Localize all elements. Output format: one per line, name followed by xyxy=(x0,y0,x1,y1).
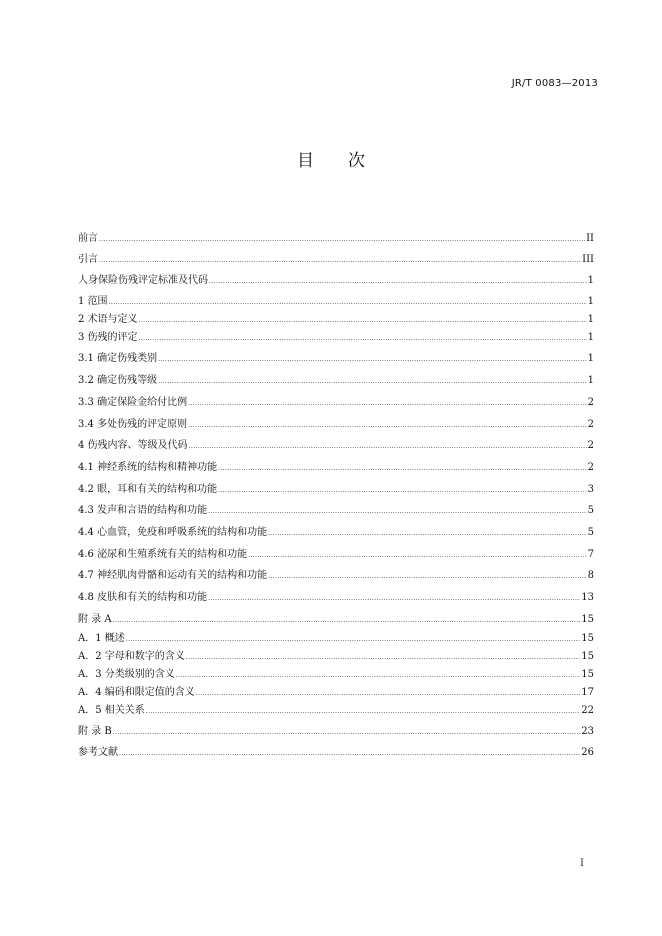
toc-leader-dots xyxy=(218,461,587,474)
page-title: 目次 xyxy=(297,151,399,171)
toc-entry[interactable] xyxy=(78,352,594,365)
toc-entry-label: A．5 相关关系 xyxy=(78,705,145,716)
toc-entry-page: 1 xyxy=(587,332,594,343)
toc-entry[interactable] xyxy=(78,504,594,517)
toc-leader-dots xyxy=(158,352,587,365)
toc-entry[interactable] xyxy=(78,650,594,663)
document-code: JR/T 0083—2013 xyxy=(511,78,598,89)
toc-entry-label: 4.8 皮肤和有关的结构和功能 xyxy=(78,592,208,603)
toc-leader-dots xyxy=(209,274,587,287)
toc-entry[interactable] xyxy=(78,331,594,344)
toc-entry[interactable] xyxy=(78,725,594,738)
toc-entry-page: 23 xyxy=(581,726,594,737)
toc-entry[interactable] xyxy=(78,686,594,699)
toc-entry-label: A．3 分类级别的含义 xyxy=(78,669,175,680)
toc-entry-page: 2 xyxy=(587,462,594,473)
toc-entry-label: 3 伤残的评定 xyxy=(78,332,138,343)
toc-entry-page: 2 xyxy=(587,397,594,408)
toc-entry[interactable] xyxy=(78,374,594,387)
toc-entry-label: 3.1 确定伤残类别 xyxy=(78,353,158,364)
toc-entry-label: 参考文献 xyxy=(78,747,118,758)
toc-entry-page: II xyxy=(586,233,594,244)
toc-leader-dots xyxy=(188,396,587,409)
toc-entry[interactable] xyxy=(78,632,594,645)
toc-entry-page: 1 xyxy=(587,353,594,364)
footer-page-number: I xyxy=(580,858,584,869)
toc-leader-dots xyxy=(109,295,587,308)
toc-entry[interactable] xyxy=(78,591,594,604)
toc-entry-label: 4.2 眼，耳和有关的结构和功能 xyxy=(78,484,218,495)
toc-entry[interactable] xyxy=(78,253,594,266)
toc-entry-page: 17 xyxy=(581,687,594,698)
toc-entry-page: 15 xyxy=(581,669,594,680)
toc-entry-page: 2 xyxy=(587,419,594,430)
toc-leader-dots xyxy=(248,548,587,561)
toc-entry-label: 3.2 确定伤残等级 xyxy=(78,375,158,386)
toc-entry-page: 13 xyxy=(581,592,594,603)
toc-leader-dots xyxy=(208,591,580,604)
toc-leader-dots xyxy=(208,504,587,517)
toc-entry-label: 2 术语与定义 xyxy=(78,314,138,325)
toc-entry[interactable] xyxy=(78,461,594,474)
toc-leader-dots xyxy=(126,632,581,645)
toc-entry-page: 8 xyxy=(587,570,594,581)
toc-entry[interactable] xyxy=(78,396,594,409)
toc-leader-dots xyxy=(113,725,581,738)
toc-entry-label: 人身保险伤残评定标准及代码 xyxy=(78,275,208,286)
toc-leader-dots xyxy=(99,232,585,245)
toc-entry[interactable] xyxy=(78,746,594,759)
toc-entry-label: 4.7 神经肌肉骨骼和运动有关的结构和功能 xyxy=(78,570,268,581)
toc-entry-page: 15 xyxy=(581,633,594,644)
toc-entry-page: 15 xyxy=(581,651,594,662)
toc-leader-dots xyxy=(268,569,587,582)
toc-entry-page: III xyxy=(582,254,594,265)
toc-entry-label: 附 录 A xyxy=(78,614,112,625)
toc-entry-page: 3 xyxy=(587,484,594,495)
toc-entry-page: 1 xyxy=(587,296,594,307)
toc-leader-dots xyxy=(218,483,587,496)
toc-entry[interactable] xyxy=(78,232,594,245)
toc-entry-label: 4 伤残内容、等级及代码 xyxy=(78,440,188,451)
toc-entry-label: 附 录 B xyxy=(78,726,112,737)
toc-entry-page: 5 xyxy=(587,527,594,538)
toc-entry-label: A．2 字母和数字的含义 xyxy=(78,651,185,662)
toc-entry-page: 15 xyxy=(581,614,594,625)
toc-leader-dots xyxy=(139,331,587,344)
toc-leader-dots xyxy=(188,418,587,431)
toc-entry-page: 1 xyxy=(587,375,594,386)
toc-entry-page: 5 xyxy=(587,505,594,516)
toc-entry-page: 7 xyxy=(587,549,594,560)
toc-entry-label: A．1 概述 xyxy=(78,633,125,644)
toc-entry-page: 26 xyxy=(581,747,594,758)
toc-entry[interactable] xyxy=(78,274,594,287)
toc-leader-dots xyxy=(99,253,581,266)
toc-entry-label: 4.4 心血管，免疫和呼吸系统的结构和功能 xyxy=(78,527,268,538)
toc-entry-label: 1 范围 xyxy=(78,296,108,307)
toc-leader-dots xyxy=(146,704,581,717)
toc-entry-page: 1 xyxy=(587,275,594,286)
toc-leader-dots xyxy=(196,686,581,699)
toc-entry-page: 2 xyxy=(587,440,594,451)
toc-entry[interactable] xyxy=(78,668,594,681)
toc-entry-label: 3.3 确定保险金给付比例 xyxy=(78,397,188,408)
toc-leader-dots xyxy=(119,746,580,759)
toc-leader-dots xyxy=(139,313,587,326)
toc-entry[interactable] xyxy=(78,439,594,452)
toc-entry-label: 3.4 多处伤残的评定原则 xyxy=(78,419,188,430)
toc-leader-dots xyxy=(268,526,587,539)
toc-entry[interactable] xyxy=(78,295,594,308)
toc-leader-dots xyxy=(189,439,587,452)
toc-entry-label: A．4 编码和限定值的含义 xyxy=(78,687,195,698)
toc-entry[interactable] xyxy=(78,483,594,496)
toc-entry[interactable] xyxy=(78,418,594,431)
toc-leader-dots xyxy=(158,374,587,387)
toc-entry[interactable] xyxy=(78,526,594,539)
toc-entry[interactable] xyxy=(78,548,594,561)
toc-leader-dots xyxy=(176,668,581,681)
toc-entry[interactable] xyxy=(78,569,594,582)
toc-entry-label: 4.6 泌尿和生殖系统有关的结构和功能 xyxy=(78,549,248,560)
toc-entry[interactable] xyxy=(78,613,594,626)
toc-entry-label: 4.3 发声和言语的结构和功能 xyxy=(78,505,208,516)
toc-entry-label: 前言 xyxy=(78,233,98,244)
toc-leader-dots xyxy=(113,613,581,626)
toc-entry-label: 引言 xyxy=(78,254,98,265)
toc-entry-label: 4.1 神经系统的结构和精神功能 xyxy=(78,462,218,473)
toc-entry-page: 1 xyxy=(587,314,594,325)
toc-leader-dots xyxy=(186,650,581,663)
toc-entry-page: 22 xyxy=(581,705,594,716)
toc-entry[interactable] xyxy=(78,313,594,326)
toc-entry[interactable] xyxy=(78,704,594,717)
